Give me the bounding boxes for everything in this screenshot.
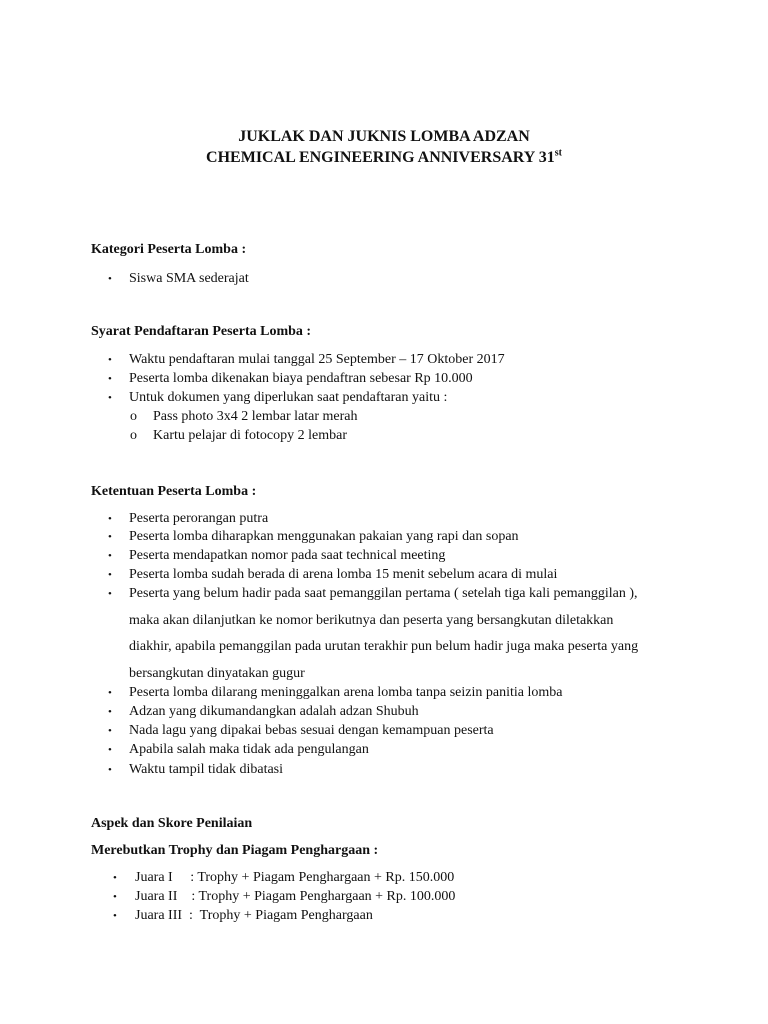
list-item: Peserta lomba dikenakan biaya pendaftran sebesar Rp 10.000: [129, 371, 473, 386]
bullet-icon: •: [108, 373, 112, 385]
document-title-line-2: [0, 148, 768, 168]
bullet-icon: •: [108, 687, 112, 699]
bullet-icon: •: [108, 550, 112, 562]
bullet-icon: •: [113, 891, 117, 903]
list-item: Peserta lomba sudah berada di arena lomba 15 menit sebelum acara di mulai: [129, 567, 558, 582]
section-heading-aspek: Aspek dan Skore Penilaian: [91, 816, 253, 831]
sub-list-item: Kartu pelajar di fotocopy 2 lembar: [153, 428, 347, 443]
sub-bullet-icon: o: [130, 409, 137, 424]
section-heading-ketentuan: Ketentuan Peserta Lomba :: [91, 484, 257, 499]
bullet-icon: •: [108, 392, 112, 404]
bullet-icon: •: [108, 513, 112, 525]
bullet-icon: •: [108, 744, 112, 756]
document-title-line-1: JUKLAK DAN JUKNIS LOMBA ADZAN: [238, 128, 530, 145]
title-superscript: st: [554, 147, 562, 159]
bullet-icon: •: [108, 354, 112, 366]
prize-item: Juara III : Trophy + Piagam Penghargaan: [135, 908, 373, 923]
list-item-continuation: maka akan dilanjutkan ke nomor berikutnya dan peserta yang bersangkutan diletakkan: [129, 613, 614, 628]
list-item: Peserta yang belum hadir pada saat pemanggilan pertama ( setelah tiga kali pemanggilan ),: [129, 586, 638, 601]
bullet-icon: •: [113, 872, 117, 884]
prize-item: Juara II : Trophy + Piagam Penghargaan + Rp. 100.000: [135, 889, 456, 904]
list-item: Peserta mendapatkan nomor pada saat technical meeting: [129, 548, 446, 563]
section-heading-kategori: Kategori Peserta Lomba :: [91, 242, 247, 257]
section-heading-syarat: Syarat Pendaftaran Peserta Lomba :: [91, 324, 312, 339]
bullet-icon: •: [108, 531, 112, 543]
section-heading-hadiah: Merebutkan Trophy dan Piagam Penghargaan :: [91, 843, 379, 858]
bullet-icon: •: [108, 725, 112, 737]
list-item-continuation: bersangkutan dinyatakan gugur: [129, 666, 305, 681]
list-item: Peserta perorangan putra: [129, 511, 269, 526]
bullet-icon: •: [108, 588, 112, 600]
prize-item: Juara I : Trophy + Piagam Penghargaan + Rp. 150.000: [135, 870, 455, 885]
list-item: Waktu pendaftaran mulai tanggal 25 September – 17 Oktober 2017: [129, 352, 505, 367]
list-item: Peserta lomba diharapkan menggunakan pakaian yang rapi dan sopan: [129, 529, 519, 544]
list-item: Apabila salah maka tidak ada pengulangan: [129, 742, 369, 757]
bullet-icon: •: [108, 273, 112, 285]
list-item: Waktu tampil tidak dibatasi: [129, 762, 284, 777]
list-item: Siswa SMA sederajat: [129, 271, 249, 286]
bullet-icon: •: [113, 910, 117, 922]
bullet-icon: •: [108, 706, 112, 718]
sub-bullet-icon: o: [130, 428, 137, 443]
list-item: Untuk dokumen yang diperlukan saat pendaftaran yaitu :: [129, 390, 448, 405]
list-item: Nada lagu yang dipakai bebas sesuai dengan kemampuan peserta: [129, 723, 494, 738]
list-item: Peserta lomba dilarang meninggalkan arena lomba tanpa seizin panitia lomba: [129, 685, 563, 700]
title-line-2-text: CHEMICAL ENGINEERING ANNIVERSARY 31: [206, 149, 555, 166]
list-item: Adzan yang dikumandangkan adalah adzan Shubuh: [129, 704, 419, 719]
bullet-icon: •: [108, 764, 112, 776]
bullet-icon: •: [108, 569, 112, 581]
list-item-continuation: diakhir, apabila pemanggilan pada urutan terakhir pun belum hadir juga maka peserta yang: [129, 639, 639, 654]
sub-list-item: Pass photo 3x4 2 lembar latar merah: [153, 409, 358, 424]
